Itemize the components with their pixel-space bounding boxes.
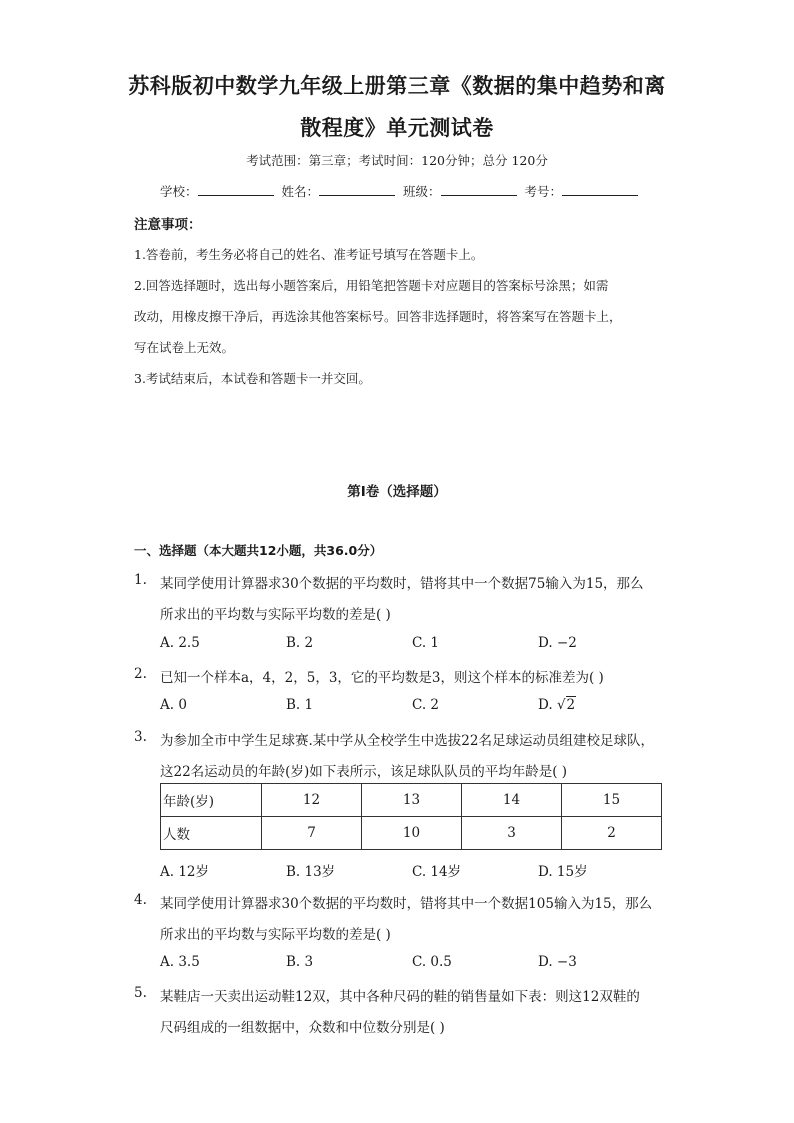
question-4-line1: 某同学使用计算器求30个数据的平均数时，错将其中一个数据105输入为15，那么 — [160, 896, 653, 912]
table-row — [161, 784, 662, 817]
age-table — [160, 783, 662, 850]
page-title-line2: 散程度》单元测试卷 — [300, 116, 494, 140]
question-2-option-d-label: D. — [538, 697, 553, 713]
question-1-line1: 某同学使用计算器求30个数据的平均数时，错将其中一个数据75输入为15，那么 — [160, 576, 644, 592]
question-5-line2: 尺码组成的一组数据中，众数和中位数分别是( ) — [160, 1020, 445, 1036]
question-4-number: 4. — [134, 892, 147, 908]
question-4-line2: 所求出的平均数与实际平均数的差是( ) — [160, 927, 391, 943]
question-4-option-c: C. 0.5 — [412, 954, 452, 970]
notice-item-3: 3.考试结束后，本试卷和答题卡一并交回。 — [134, 371, 371, 386]
notice-heading: 注意事项： — [134, 217, 202, 233]
table-cell: 12 — [262, 784, 362, 817]
question-1-option-d: D. −2 — [538, 635, 577, 651]
table-cell: 3 — [462, 817, 562, 850]
question-5-number: 5. — [134, 985, 147, 1001]
table-cell: 7 — [262, 817, 362, 850]
exam-info: 考试范围：第三章；考试时间：120分钟；总分 120分 — [246, 153, 548, 168]
school-label: 学校： — [160, 184, 198, 199]
question-2-option-c: C. 2 — [412, 697, 440, 713]
number-label: 考号： — [524, 184, 563, 199]
table-cell: 年龄(岁) — [161, 784, 262, 817]
question-2-number: 2. — [134, 666, 147, 682]
class-label: 班级： — [403, 184, 441, 199]
question-1-line2: 所求出的平均数与实际平均数的差是( ) — [160, 607, 391, 623]
number-blank — [562, 183, 638, 196]
name-blank — [319, 183, 395, 196]
question-3-option-a: A. 12岁 — [160, 864, 210, 880]
name-label: 姓名： — [281, 184, 320, 199]
sqrt-radicand: 2 — [566, 697, 576, 713]
student-info-row — [160, 182, 642, 200]
school-blank — [198, 183, 274, 196]
question-4-option-b: B. 3 — [286, 954, 314, 970]
part1-title: 第Ⅰ卷（选择题） — [347, 484, 447, 500]
page-title-line1: 苏科版初中数学九年级上册第三章《数据的集中趋势和离 — [128, 74, 666, 98]
notice-item-2-line2: 改动，用橡皮擦干净后，再选涂其他答案标号。回答非选择题时，将答案写在答题卡上， — [134, 309, 622, 324]
question-3-option-b: B. 13岁 — [286, 864, 336, 880]
question-1-option-a: A. 2.5 — [160, 635, 200, 651]
notice-item-2-line1: 2.回答选择题时，选出每小题答案后，用铅笔把答题卡对应题目的答案标号涂黑；如需 — [134, 278, 609, 293]
table-cell: 2 — [562, 817, 662, 850]
section1-title: 一、选择题（本大题共12小题，共36.0分） — [134, 543, 383, 558]
table-cell: 14 — [462, 784, 562, 817]
class-blank — [441, 183, 517, 196]
question-2-option-d — [538, 697, 576, 713]
question-2-option-a: A. 0 — [160, 697, 187, 713]
question-1-option-b: B. 2 — [286, 635, 314, 651]
question-4-option-d: D. −3 — [538, 954, 577, 970]
table-row — [161, 817, 662, 850]
question-3-line2: 这22名运动员的年龄(岁)如下表所示，该足球队队员的平均年龄是( ) — [160, 764, 568, 780]
question-3-line1: 为参加全市中学生足球赛.某中学从全校学生中选拔22名足球运动员组建校足球队， — [160, 733, 654, 749]
notice-item-1: 1.答卷前，考生务必将自己的姓名、准考证号填写在答题卡上。 — [134, 247, 484, 262]
question-2-line1: 已知一个样本a，4，2，5，3，它的平均数是3，则这个样本的标准差为( ) — [160, 670, 604, 686]
table-cell: 13 — [362, 784, 462, 817]
question-3-option-d: D. 15岁 — [538, 864, 588, 880]
question-1-number: 1. — [134, 572, 147, 588]
question-5-line1: 某鞋店一天卖出运动鞋12双，其中各种尺码的鞋的销售量如下表：则这12双鞋的 — [160, 989, 640, 1005]
question-1-option-c: C. 1 — [412, 635, 440, 651]
table-cell: 10 — [362, 817, 462, 850]
question-4-option-a: A. 3.5 — [160, 954, 200, 970]
sqrt-symbol: √2 — [556, 697, 576, 713]
table-cell: 人数 — [161, 817, 262, 850]
notice-item-2-line3: 写在试卷上无效。 — [134, 340, 235, 355]
question-3-option-c: C. 14岁 — [412, 864, 462, 880]
question-2-option-b: B. 1 — [286, 697, 314, 713]
table-cell: 15 — [562, 784, 662, 817]
question-3-number: 3. — [134, 729, 147, 745]
